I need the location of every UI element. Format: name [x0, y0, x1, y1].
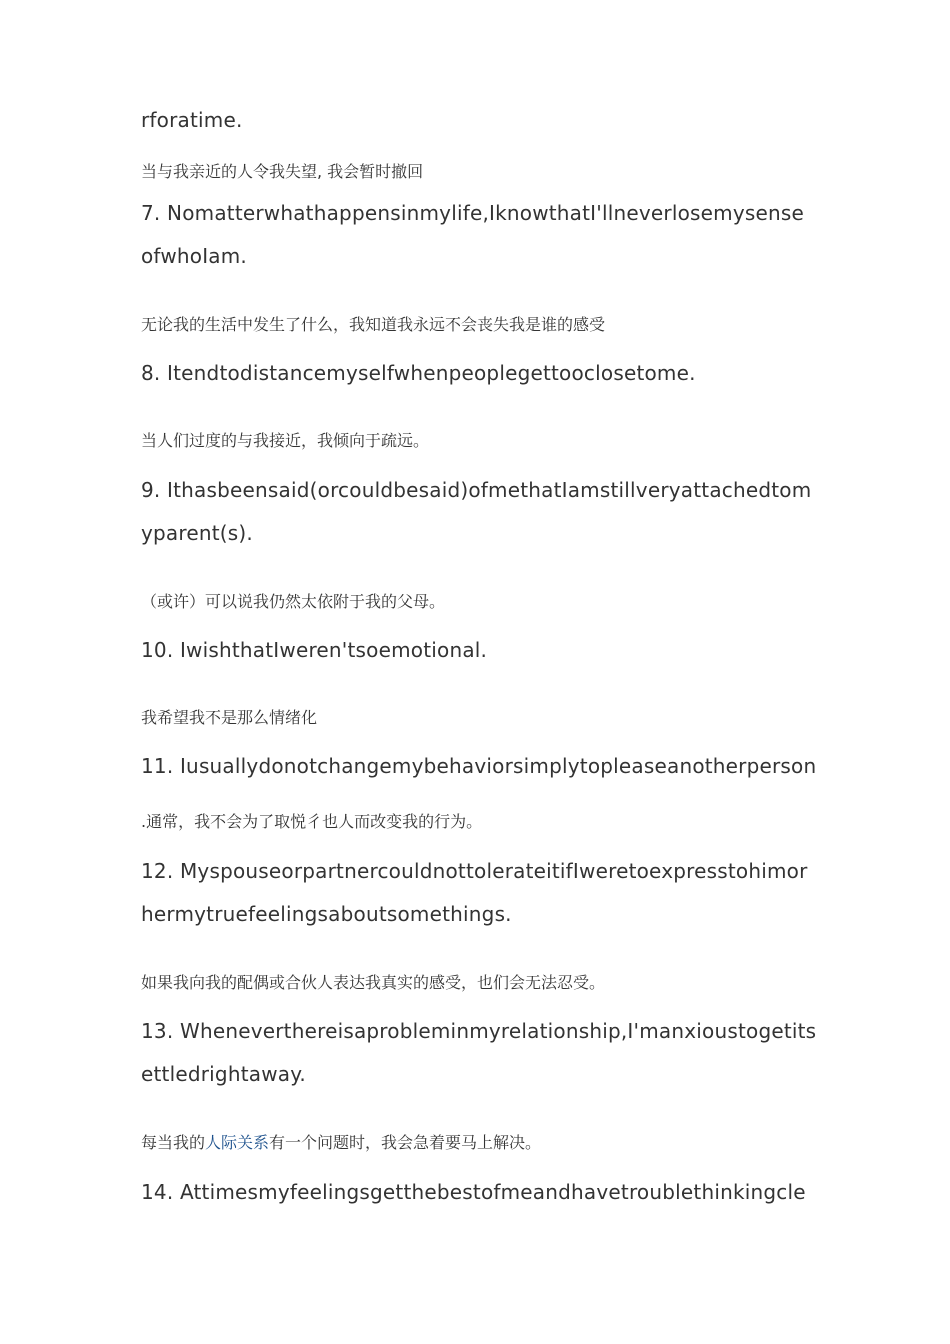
translation-11: .通常，我不会为了取悦彳也人而改变我的行为。 [141, 812, 483, 831]
translation-10: 我希望我不是那么情绪化 [141, 708, 318, 727]
translation-8: 当人们过度的与我接近，我倾向于疏远。 [141, 431, 430, 450]
translation-line: 当与我亲近的人令我失望, 我会暂时撤回 [141, 162, 424, 181]
question-8: 8. Itendtodistancemyselfwhenpeoplegettooclosetome. [141, 361, 696, 385]
question-7: 7. Nomatterwhathappensinmylife,IknowthatI'llneverlosemysense [141, 201, 804, 225]
question-13: 13. Wheneverthereisaprobleminmyrelationship,I'manxioustogetits [141, 1019, 817, 1043]
translation-9: （或许）可以说我仍然太依附于我的父母。 [141, 592, 446, 611]
question-12-continued: hermytruefeelingsaboutsomethings. [141, 902, 512, 926]
question-9: 9. Ithasbeensaid(orcouldbesaid)ofmethatIamstillveryattachedtom [141, 478, 812, 502]
question-13-continued: ettledrightaway. [141, 1062, 306, 1086]
translation-13 [141, 1130, 541, 1153]
translation-13-start: 每当我的 [141, 1133, 206, 1152]
translation-7: 无论我的生活中发生了什么，我知道我永远不会丧失我是谁的感受 [141, 315, 606, 334]
translation-13-end: 有一个问题时，我会急着要马上解决。 [269, 1133, 542, 1152]
question-9-continued: yparent(s). [141, 521, 253, 545]
text-line: rforatime. [141, 108, 243, 132]
interpersonal-relationship-link[interactable]: 人际关系 [205, 1133, 270, 1152]
question-12: 12. MyspouseorpartnercouldnottolerateitifIweretoexpresstohimor [141, 859, 808, 883]
question-11: 11. Iusuallydonotchangemybehaviorsimplytopleaseanotherperson [141, 754, 817, 778]
question-14: 14. Attimesmyfeelingsgetthebestofmeandhavetroublethinkingcle [141, 1180, 806, 1204]
question-7-continued: ofwhoIam. [141, 244, 247, 268]
translation-12: 如果我向我的配偶或合伙人表达我真实的感受，也们会无法忍受。 [141, 973, 606, 992]
question-10: 10. IwishthatIweren'tsoemotional. [141, 638, 488, 662]
